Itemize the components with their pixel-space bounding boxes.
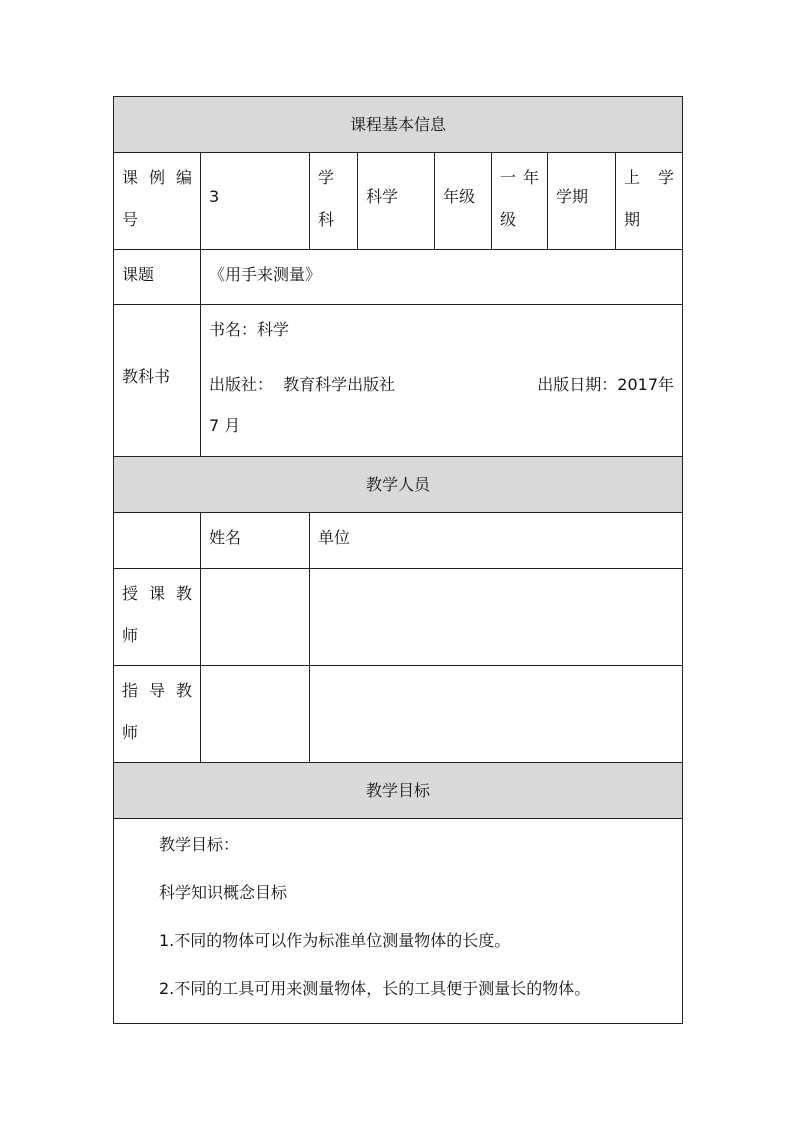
book-name: 书名：科学 [209, 320, 290, 339]
teacher-name-cell [201, 569, 310, 666]
textbook-details [201, 305, 683, 457]
course-meta-row [114, 153, 683, 250]
teacher-label: 授 课 教 师 [114, 569, 201, 666]
topic-label: 课题 [114, 250, 201, 305]
teacher-unit-cell [310, 569, 683, 666]
grade-label: 年级 [435, 153, 492, 250]
term-label: 学期 [548, 153, 616, 250]
textbook-label: 教科书 [114, 305, 201, 457]
section-header-course-info: 课程基本信息 [114, 97, 683, 153]
term-value: 上 学 期 [616, 153, 683, 250]
staff-header-blank [114, 513, 201, 569]
guide-name-cell [201, 666, 310, 763]
subject-label: 学 科 [310, 153, 358, 250]
topic-value: 《用手来测量》 [201, 250, 683, 305]
guide-unit-cell [310, 666, 683, 763]
lesson-info-table [113, 96, 683, 1024]
case-number-label: 课 例 编 号 [114, 153, 201, 250]
grade-value: 一 年 级 [492, 153, 548, 250]
unit-column-header: 单位 [310, 513, 683, 569]
objectives-subheading: 科学知识概念目标 [159, 883, 288, 902]
guide-teacher-label: 指 导 教 师 [114, 666, 201, 763]
publish-date-cont: 7 月 [209, 416, 241, 435]
subject-value: 科学 [358, 153, 435, 250]
objectives-heading: 教学目标： [159, 835, 240, 854]
staff-header-row [114, 513, 683, 569]
objective-item: 1.不同的物体可以作为标准单位测量物体的长度。 [159, 931, 511, 950]
publisher: 出版社： 教育科学出版社 [209, 375, 396, 394]
guide-teacher-row [114, 666, 683, 763]
name-column-header: 姓名 [201, 513, 310, 569]
section-header-objectives: 教学目标 [114, 763, 683, 819]
objectives-row [114, 819, 683, 1024]
publish-date: 出版日期：2017年 [537, 375, 675, 394]
topic-row [114, 250, 683, 305]
objective-item: 2.不同的工具可用来测量物体，长的工具便于测量长的物体。 [159, 979, 591, 998]
textbook-row [114, 305, 683, 457]
objectives-body [114, 819, 683, 1024]
case-number-value: 3 [201, 153, 310, 250]
teacher-row [114, 569, 683, 666]
section-header-staff: 教学人员 [114, 457, 683, 513]
